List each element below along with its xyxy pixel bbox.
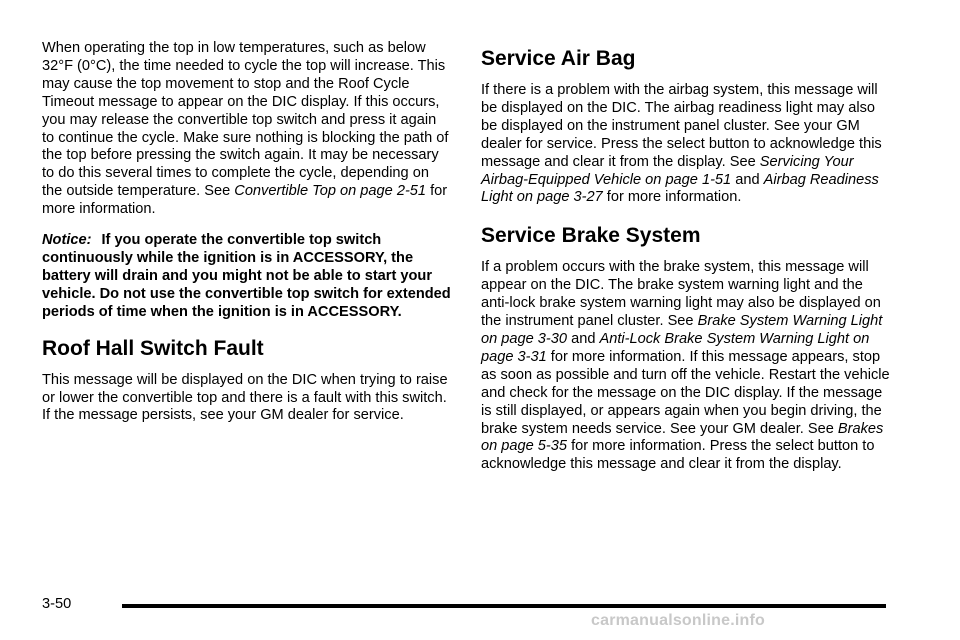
cold-weather-paragraph	[42, 40, 452, 219]
cold-weather-tail: for more information.	[42, 183, 448, 218]
convertible-top-reference: Convertible Top on page 2-51	[234, 183, 427, 200]
brake-middle-text: for more information. If this message appears, stop as soon as possible and turn off the vehicle. Restart the vehicle and check for the message on the DIC display. If the message is still displayed, or appears again when you begin driving, the brake system needs service. See your GM dealer. See	[481, 348, 890, 437]
notice-paragraph	[42, 232, 452, 322]
brake-text: If a problem occurs with the brake system, this message will appear on the DIC. The brake system warning light and the anti-lock brake system warning light may also be displayed on the instrument panel cluster. See	[481, 259, 881, 330]
airbag-servicing-reference: Servicing Your Airbag-Equipped Vehicle on page 1-51	[481, 153, 854, 188]
service-brake-heading: Service Brake System	[481, 224, 701, 248]
right-column	[481, 40, 891, 474]
watermark: carmanualsonline.info	[591, 612, 766, 629]
page-number: 3-50	[42, 596, 72, 612]
cold-weather-text: When operating the top in low temperatures, such as below 32°F (0°C), the time needed to cycle the top will increase. This may cause the top movement to stop and the Roof Cycle Timeout message to appear on the DIC display. If this occurs, you may release the convertible top switch and press it again to continue the cycle. Make sure nothing is blocking the path of the top before pressing the switch again. It may be necessary to do this several times to complete the cycle, depending on the outside temperature. See	[42, 40, 449, 200]
air-bag-tail: for more information.	[602, 189, 742, 206]
brake-conjunction: and	[567, 330, 600, 347]
brakes-reference: Brakes on page 5-35	[481, 420, 884, 455]
notice-text: If you operate the convertible top switch continuously while the ignition is in ACCESSORY, the battery will drain and you might not be able to start your vehicle. Do not use the convertible top switch for extended periods of time when the ignition is in ACCESSORY.	[42, 232, 451, 320]
left-column	[42, 40, 452, 425]
notice-label: Notice:	[42, 232, 92, 249]
airbag-readiness-reference: Airbag Readiness Light on page 3-27	[481, 171, 879, 206]
air-bag-text: If there is a problem with the airbag system, this message will be displayed on the DIC. The airbag readiness light may also be displayed on the instrument panel cluster. See your GM dealer for service. Press the select button to acknowledge this message and clear it from the display. See	[481, 82, 882, 170]
service-air-bag-heading: Service Air Bag	[481, 47, 636, 70]
brake-tail: for more information. Press the select button to acknowledge this message and clear it from the display.	[481, 438, 875, 473]
footer-rule	[122, 604, 886, 608]
roof-hall-heading: Roof Hall Switch Fault	[42, 336, 264, 360]
service-brake-paragraph	[481, 259, 891, 474]
brake-warning-reference: Brake System Warning Light on page 3-30	[481, 313, 883, 347]
roof-hall-paragraph: This message will be displayed on the DIC when trying to raise or lower the convertible top and there is a fault with this switch. If the message persists, see your GM dealer for service.	[42, 371, 448, 424]
air-bag-conjunction: and	[731, 171, 764, 188]
service-air-bag-paragraph	[481, 82, 891, 207]
abs-warning-reference: Anti-Lock Brake System Warning Light on page 3-31	[481, 330, 870, 365]
